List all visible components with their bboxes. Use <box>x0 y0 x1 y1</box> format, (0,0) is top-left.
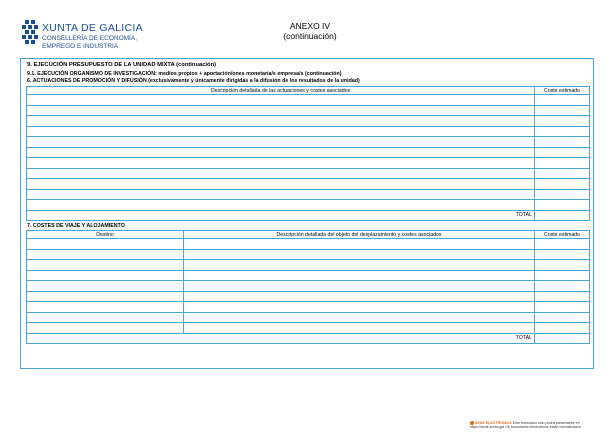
table-row <box>27 137 590 148</box>
promotion-description-cell[interactable] <box>27 189 535 200</box>
travel-destination-cell[interactable] <box>27 291 184 302</box>
travel-cost-cell[interactable] <box>535 291 590 302</box>
table-row <box>27 200 590 211</box>
department-line-2: EMPREGO E INDUSTRIA <box>42 42 119 50</box>
promotion-description-cell[interactable] <box>27 147 535 158</box>
travel-total-cell[interactable] <box>535 333 590 344</box>
xunta-emblem-icon <box>22 20 38 46</box>
promotion-cost-cell[interactable] <box>535 126 590 137</box>
table-row <box>27 168 590 179</box>
travel-cost-cell[interactable] <box>535 239 590 250</box>
footer-note <box>470 421 610 430</box>
table-row <box>27 239 590 250</box>
travel-cost-cell[interactable] <box>535 270 590 281</box>
department-line-1: CONSELLERÍA DE ECONOMÍA, <box>42 35 137 42</box>
annex-subtitle: (continuación) <box>283 31 337 41</box>
promotion-cost-cell[interactable] <box>535 147 590 158</box>
annex-title: ANEXO IV <box>289 21 331 31</box>
promotion-cost-cell[interactable] <box>535 105 590 116</box>
travel-cost-cell[interactable] <box>535 323 590 334</box>
promotion-header-row <box>27 87 590 95</box>
promotion-description-cell[interactable] <box>27 158 535 169</box>
travel-description-cell[interactable] <box>184 239 535 250</box>
section-7-title: 7. COSTES DE VIAJE Y ALOJAMIENTO <box>27 223 125 229</box>
promotion-col-description: Descripción detallada de las actuaciones y costes asociados <box>27 87 535 95</box>
table-row <box>27 116 590 127</box>
table-row <box>27 95 590 106</box>
promotion-description-cell[interactable] <box>27 179 535 190</box>
promotion-total-label: TOTAL <box>27 210 535 221</box>
travel-description-cell[interactable] <box>184 312 535 323</box>
footer-line-2: https://sede.xunta.gal Os formularios electrónicos están normalizados <box>470 425 581 430</box>
travel-col-cost: Coste estimado <box>535 231 590 239</box>
travel-col-description: Descripción detallada del objeto del desplazamiento y costes asociados <box>184 231 535 239</box>
promotion-description-cell[interactable] <box>27 168 535 179</box>
travel-header-row <box>27 231 590 239</box>
table-row <box>27 179 590 190</box>
table-row <box>27 249 590 260</box>
table-row <box>27 270 590 281</box>
promotion-description-cell[interactable] <box>27 105 535 116</box>
table-row <box>27 147 590 158</box>
travel-description-cell[interactable] <box>184 323 535 334</box>
promotion-cost-cell[interactable] <box>535 200 590 211</box>
travel-destination-cell[interactable] <box>27 302 184 313</box>
footer-line-1: Este formulario sólo podrá presentarse en <box>512 421 580 425</box>
promotion-col-cost: Coste estimado <box>535 87 590 95</box>
travel-destination-cell[interactable] <box>27 281 184 292</box>
promotion-description-cell[interactable] <box>27 200 535 211</box>
promotion-table <box>26 86 590 221</box>
travel-cost-cell[interactable] <box>535 260 590 271</box>
table-row <box>27 189 590 200</box>
travel-description-cell[interactable] <box>184 260 535 271</box>
annex-heading <box>250 21 370 41</box>
promotion-cost-cell[interactable] <box>535 116 590 127</box>
promotion-cost-cell[interactable] <box>535 179 590 190</box>
table-row <box>27 158 590 169</box>
travel-description-cell[interactable] <box>184 291 535 302</box>
promotion-cost-cell[interactable] <box>535 137 590 148</box>
travel-description-cell[interactable] <box>184 249 535 260</box>
travel-cost-cell[interactable] <box>535 249 590 260</box>
travel-total-row <box>27 333 590 344</box>
travel-cost-cell[interactable] <box>535 302 590 313</box>
table-row <box>27 312 590 323</box>
travel-destination-cell[interactable] <box>27 239 184 250</box>
travel-total-label: TOTAL <box>27 333 535 344</box>
travel-destination-cell[interactable] <box>27 260 184 271</box>
promotion-total-row <box>27 210 590 221</box>
table-row <box>27 281 590 292</box>
table-row <box>27 126 590 137</box>
promotion-total-cell[interactable] <box>535 210 590 221</box>
table-row <box>27 105 590 116</box>
section-9-1-title: 9.1. EJECUCIÓN ORGANISMO DE INVESTIGACIÓN: medios propios + aportación/ones monetaria/s empresa/s (continuación) <box>27 71 342 77</box>
promotion-cost-cell[interactable] <box>535 168 590 179</box>
promotion-description-cell[interactable] <box>27 137 535 148</box>
promotion-cost-cell[interactable] <box>535 95 590 106</box>
promotion-description-cell[interactable] <box>27 95 535 106</box>
form-frame <box>20 58 594 369</box>
travel-destination-cell[interactable] <box>27 270 184 281</box>
travel-cost-cell[interactable] <box>535 312 590 323</box>
section-9-title: 9. EJECUCIÓN PRESUPUESTO DE LA UNIDAD MIXTA (continuación) <box>27 62 217 68</box>
travel-destination-cell[interactable] <box>27 323 184 334</box>
travel-cost-cell[interactable] <box>535 281 590 292</box>
xunta-logo <box>22 20 142 54</box>
travel-destination-cell[interactable] <box>27 249 184 260</box>
travel-description-cell[interactable] <box>184 281 535 292</box>
department-name <box>42 35 137 51</box>
travel-table <box>26 230 590 344</box>
section-6-title: 6. ACTUACIONES DE PROMOCIÓN Y DIFUSIÓN (exclusivamente y únicamente dirigidas a la difusión de los resultados de la unidad) <box>27 78 360 84</box>
promotion-description-cell[interactable] <box>27 126 535 137</box>
table-row <box>27 302 590 313</box>
travel-description-cell[interactable] <box>184 270 535 281</box>
table-row <box>27 260 590 271</box>
travel-col-destination: Destino <box>27 231 184 239</box>
travel-destination-cell[interactable] <box>27 312 184 323</box>
table-row <box>27 323 590 334</box>
table-row <box>27 291 590 302</box>
travel-description-cell[interactable] <box>184 302 535 313</box>
promotion-cost-cell[interactable] <box>535 189 590 200</box>
promotion-description-cell[interactable] <box>27 116 535 127</box>
org-name: XUNTA DE GALICIA <box>42 22 143 34</box>
promotion-cost-cell[interactable] <box>535 158 590 169</box>
footer-brand: SEDE ELECTRÓNICA <box>475 421 512 425</box>
